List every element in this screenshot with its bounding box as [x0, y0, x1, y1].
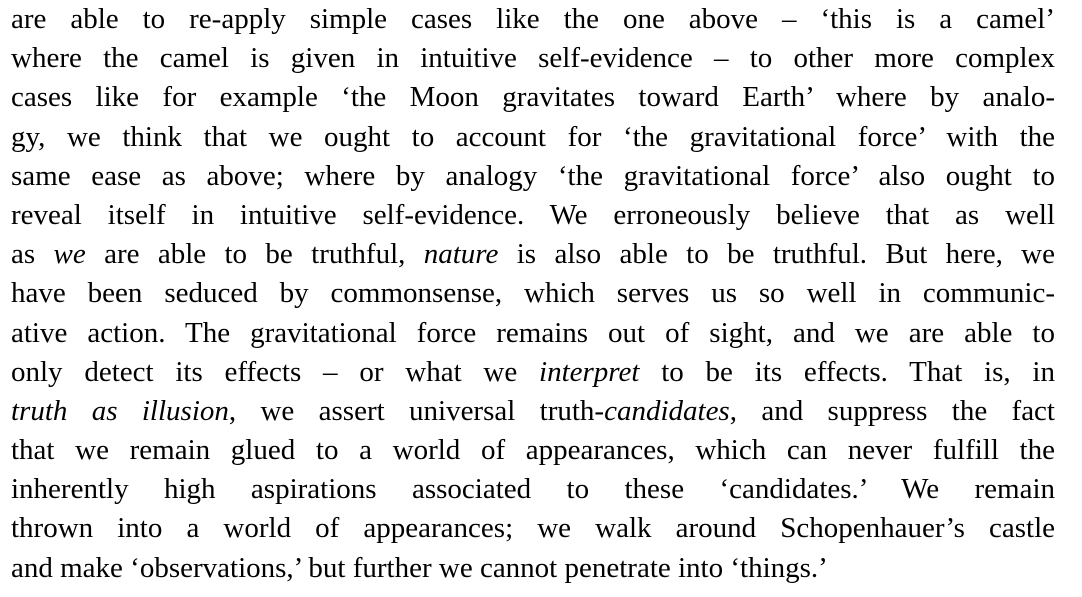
text-line — [11, 314, 1055, 353]
text-segment: and make ‘observations,’ but further we cannot penetrate into ‘things.’ — [11, 551, 828, 584]
text-line — [11, 470, 1055, 509]
italic-text: we — [53, 238, 86, 271]
text-line — [11, 392, 1055, 431]
text-segment: is also able to be truthful. But here, we — [498, 238, 1055, 271]
cutoff-line-fragment — [11, 590, 1055, 597]
text-line — [11, 39, 1055, 78]
text-line — [11, 0, 1055, 39]
italic-text: candidates — [604, 394, 730, 427]
text-segment: reveal itself in intuitive self-evidence. We erroneously believe that as well — [11, 198, 1055, 231]
text-line — [11, 118, 1055, 157]
italic-text: truth as illusion — [11, 394, 229, 427]
text-segment: where the camel is given in intuitive self-evidence – to other more complex — [11, 42, 1055, 75]
text-line — [11, 274, 1055, 313]
text-line — [11, 431, 1055, 470]
text-line — [11, 509, 1055, 548]
text-line — [11, 353, 1055, 392]
text-segment: are able to re-apply simple cases like the one above – ‘this is a camel’ — [11, 3, 1055, 35]
document-page — [11, 0, 1055, 588]
next-line-cutoff — [11, 590, 1055, 597]
text-segment: same ease as above; where by analogy ‘the gravitational force’ also ought to — [11, 159, 1055, 192]
text-line — [11, 549, 1055, 588]
text-segment: have been seduced by commonsense, which serves us so well in communic- — [11, 277, 1055, 310]
body-paragraph — [11, 0, 1055, 588]
text-segment: thrown into a world of appearances; we walk around Schopenhauer’s castle — [11, 512, 1055, 545]
text-segment: as — [11, 238, 54, 271]
text-segment: only detect its effects – or what we — [11, 355, 540, 388]
text-segment: gy, we think that we ought to account for ‘the gravitational force’ with the — [11, 120, 1055, 153]
text-segment: inherently high aspirations associated to these ‘candidates.’ We remain — [11, 473, 1055, 506]
text-segment: that we remain glued to a world of appearances, which can never fulfill the — [11, 434, 1055, 467]
text-segment: , we assert universal truth- — [228, 394, 605, 427]
text-line — [11, 157, 1055, 196]
text-line — [11, 235, 1055, 274]
text-line — [11, 196, 1055, 235]
text-segment: are able to be truthful, — [85, 238, 424, 271]
text-segment: , and suppress the fact — [729, 394, 1055, 427]
italic-text: nature — [423, 238, 499, 271]
text-segment: ative action. The gravitational force remains out of sight, and we are able to — [11, 316, 1055, 349]
italic-text: interpret — [539, 355, 640, 388]
text-line — [11, 78, 1055, 117]
text-segment: to be its effects. That is, in — [639, 355, 1055, 388]
text-segment: cases like for example ‘the Moon gravitates toward Earth’ where by analo- — [11, 81, 1055, 114]
